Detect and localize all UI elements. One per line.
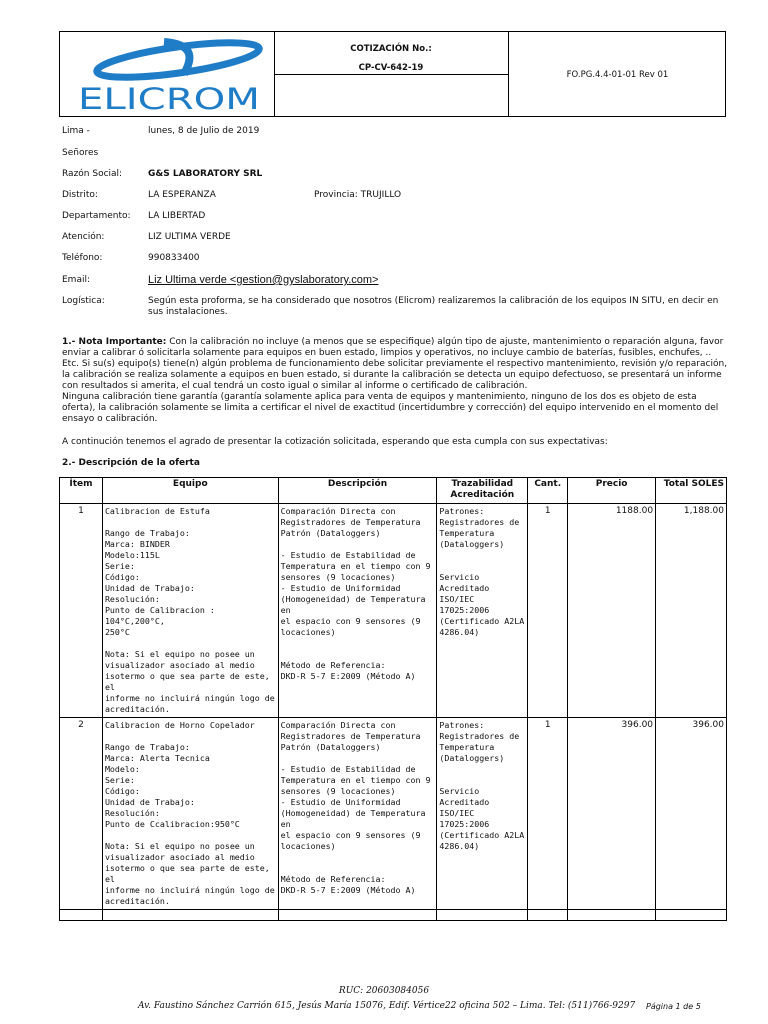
razon-social-value: G&S LABORATORY SRL — [148, 169, 263, 179]
row-cant: 1 — [528, 717, 568, 909]
intro-text: A continución tenemos el agrado de presentar la cotización solicitada, esperando que esta cumpla con sus expectativas: — [62, 437, 608, 447]
row-trazabilidad: Patrones: Registradores de Temperatura (Dataloggers) Servicio Acreditado ISO/IEC 17025:2006 (Certificado A2LA 4286.04) — [437, 503, 528, 717]
quote-number: CP-CV-642-19 — [358, 63, 424, 73]
logistica-value: Según esta proforma, se ha considerado que nosotros (Elicrom) realizaremos la calibración de los equipos IN SITU, en decir en sus instalaciones. — [148, 296, 719, 317]
row-cant: 1 — [528, 503, 568, 717]
row-trazabilidad: Patrones: Registradores de Temperatura (Dataloggers) Servicio Acreditado ISO/IEC 17025:2006 (Certificado A2LA 4286.04) — [437, 717, 528, 909]
email-link[interactable]: Liz Ultima verde <gestion@gyslaboratory.com> — [148, 274, 379, 286]
logistica-label: Logística: — [62, 296, 105, 306]
quote-title: COTIZACIÓN No.: — [350, 44, 432, 54]
distrito-value: LA ESPERANZA — [148, 190, 216, 200]
row-total: 396.00 — [656, 717, 727, 909]
distrito-label: Distrito: — [62, 190, 98, 200]
table-blank-row — [60, 909, 727, 920]
nota-title: 1.- Nota Importante: — [62, 337, 167, 347]
form-code: FO.PG.4.4-01-01 Rev 01 — [566, 70, 669, 80]
table-row — [60, 717, 727, 909]
row-total: 1,188.00 — [656, 503, 727, 717]
col-trazabilidad — [437, 478, 528, 504]
atencion-value: LIZ ULTIMA VERDE — [148, 232, 231, 242]
page-number: Página 1 de 5 — [646, 1002, 701, 1011]
nota-body-2: Ninguna calibración tiene garantía (garantía solamente aplica para venta de equipos y mantenimiento, ninguno de los dos es objeto de esta oferta), la calibración solamente se limita a certificar el nivel de exactitud (incertidumbre y corrección) del equipo intervenido en el momento del ensayo o calibración. — [62, 392, 719, 424]
razon-social-label: Razón Social: — [62, 169, 123, 179]
date-value: lunes, 8 de Julio de 2019 — [148, 126, 260, 136]
col-item: Ítem — [60, 478, 103, 504]
table-header-row — [60, 478, 727, 504]
row-item: 1 — [60, 503, 103, 717]
atencion-label: Atención: — [62, 232, 105, 242]
col-trazabilidad-line2: Acreditación — [450, 490, 515, 501]
logo-text: ELICROM — [78, 82, 260, 114]
row-precio: 1188.00 — [568, 503, 656, 717]
lima-label: Lima - — [62, 126, 90, 136]
row-item: 2 — [60, 717, 103, 909]
col-precio: Precio — [568, 478, 656, 504]
row-equipo: Calibracion de Estufa Rango de Trabajo: Marca: BINDER Modelo:115L Serie: Código: Unidad de Trabajo: Resolución: Punto de Calibracion : 104°C,200°C, 250°C Nota: Si el equipo no posee un visualizador asociado al medio isotermo o que sea parte de este, el informe no incluirá ningún logo de acreditación. — [102, 503, 278, 717]
col-descripcion: Descripción — [278, 478, 437, 504]
col-trazabilidad-line1: Trazabilidad — [451, 479, 514, 489]
nota-body: Con la calibración no incluye (a menos que se especifique) algún tipo de ajuste, mantenimiento o reparación alguna, favor enviar a calibrar ó solicitarla solamente para equipos en buen estado, limpios y operativos, no incluye cambio de baterías, fusibles, enchufes, .. Etc. Si su(s) equipo(s) tiene(n) algún problema de funcionamiento debe solicitar previamente el respectivo mantenimiento, revisión y/o reparación, la calibración se realiza solamente a equipos en buen estado, si durante la calibración se detecta un equipo defectuoso, se presentará un informe con resultados si amerita, el cual tendrá un costo igual o similar al informe o certificado de calibración. — [62, 337, 728, 391]
elicrom-logo — [68, 36, 268, 114]
row-equipo: Calibracion de Horno Copelador Rango de Trabajo: Marca: Alerta Tecnica Modelo: Serie: Código: Unidad de Trabajo: Resolución: Punto de Ccalibracion:950°C Nota: Si el equipo no posee un visualizador asociado al medio isotermo o que sea parte de este, el informe no incluirá ningún logo de acreditación. — [102, 717, 278, 909]
col-total: Total SOLES — [656, 478, 727, 504]
telefono-label: Teléfono: — [62, 253, 103, 263]
departamento-value: LA LIBERTAD — [148, 211, 206, 221]
departamento-label: Departamento: — [62, 211, 131, 221]
footer-address: Av. Faustino Sánchez Carrión 615, Jesús María 15076, Edif. Vértice22 oficina 502 – Lima. Tel: (511)766-9297 — [138, 1001, 636, 1011]
offer-table — [59, 477, 727, 921]
col-cant: Cant. — [528, 478, 568, 504]
footer-ruc: RUC: 20603084056 — [338, 986, 430, 996]
header-divider — [274, 74, 508, 75]
document-header — [59, 31, 726, 117]
section-2-title: 2.- Descripción de la oferta — [62, 458, 200, 468]
col-equipo: Equipo — [102, 478, 278, 504]
email-label: Email: — [62, 275, 91, 285]
senores-label: Señores — [62, 148, 99, 158]
row-descripcion: Comparación Directa con Registradores de Temperatura Patrón (Dataloggers) - Estudio de Estabilidad de Temperatura en el tiempo con 9 sensores (9 locaciones) - Estudio de Uniformidad (Homogeneidad) de Temperatura en el espacio con 9 sensores (9 locaciones) Método de Referencia: DKD-R 5-7 E:2009 (Método A) — [278, 717, 437, 909]
row-descripcion: Comparación Directa con Registradores de Temperatura Patrón (Dataloggers) - Estudio de Estabilidad de Temperatura en el tiempo con 9 sensores (9 locaciones) - Estudio de Uniformidad (Homogeneidad) de Temperatura en el espacio con 9 sensores (9 locaciones) Método de Referencia: DKD-R 5-7 E:2009 (Método A) — [278, 503, 437, 717]
row-precio: 396.00 — [568, 717, 656, 909]
telefono-value: 990833400 — [148, 253, 200, 263]
nota-importante — [62, 337, 727, 425]
table-row — [60, 503, 727, 717]
provincia-value: Provincia: TRUJILLO — [314, 190, 402, 200]
